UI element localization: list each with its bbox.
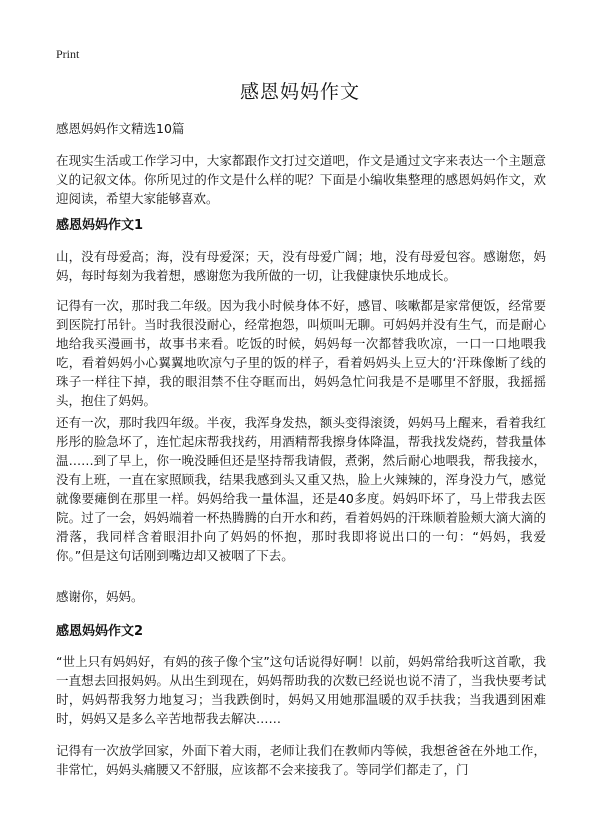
- section-1-paragraph-4: 感谢你，妈妈。: [56, 589, 144, 604]
- document-title: 感恩妈妈作文: [239, 81, 360, 103]
- section-1-paragraph-3: 还有一次，那时我四年级。半夜，我浑身发热，额头变得滚烫，妈妈马上醒来，看着我红彤彤的脸急坏了，连忙起床帮我找药，用酒精帮我擦身体降温，帮我找发烧药，替我量体温……到了早上，你一晚没睡但还是坚持帮我请假，煮粥，然后耐心地喂我，帮我接水，没有上班，一直在家照顾我，结果我感到头又重又热，脸上火辣辣的，浑身没力气，感觉就像要瘫倒在那里一样。妈妈给我一量体温，还是40多度。妈妈吓坏了，马上带我去医院。过了一会，妈妈端着一杯热腾腾的白开水和药，看着妈妈的汗珠顺着脸颊大滴大滴的滑落，我同样含着眼泪扑向了妈妈的怀抱，那时我即将说出口的一句：“妈妈，我爱你。”但是这句话刚到嘴边却又被咽了下去。: [56, 415, 546, 563]
- intro-paragraph: 在现实生活或工作学习中，大家都跟作文打过交道吧，作文是通过文字来表达一个主题意义的记叙文体。你所见过的作文是什么样的呢？下面是小编收集整理的感恩妈妈作文，欢迎阅读，希望大家能够喜欢。: [56, 153, 546, 206]
- section-2-paragraph-1: “世上只有妈妈好，有妈的孩子像个宝”这句话说得好啊！以前，妈妈常给我听这首歌，我一直想去回报妈妈。从出生到现在，妈妈帮助我的次数已经说也说不清了，当我快要考试时，妈妈帮我努力地复习；当我跌倒时，妈妈又用她那温暖的双手扶我；当我遇到困难时，妈妈又是多么辛苦地帮我去解决……: [56, 654, 546, 726]
- print-label: Print: [56, 47, 80, 61]
- section-1-paragraph-2: 记得有一次，那时我二年级。因为我小时候身体不好，感冒、咳嗽都是家常便饭，经常要到医院打吊针。当时我很没耐心，经常抱怨，叫烦叫无聊。可妈妈并没有生气，而是耐心地给我买漫画书，故事书来看。吃饭的时候，妈妈每一次都替我吹凉，一口一口地喂我吃，看着妈妈小心翼翼地吹凉勺子里的饭的样子，看着妈妈头上豆大的‘汗珠像断了线的珠子一样往下掉，我的眼泪禁不住夺眶而出，妈妈急忙问我是不是哪里不舒服，我摇摇头，抱住了妈妈。: [56, 298, 546, 408]
- document-subtitle: 感恩妈妈作文精选10篇: [56, 121, 185, 136]
- section-2-paragraph-2: 记得有一次放学回家，外面下着大雨，老师让我们在教师内等候，我想爸爸在外地工作，非常忙，妈妈头痛腰又不舒服，应该都不会来接我了。等同学们都走了，门: [56, 743, 546, 777]
- section-heading-1: 感恩妈妈作文1: [56, 218, 144, 233]
- section-1-paragraph-1: 山，没有母爱高；海，没有母爱深；天，没有母爱广阔；地，没有母爱包容。感谢您，妈妈，每时每刻为我着想，感谢您为我所做的一切，让我健康快乐地成长。: [56, 249, 546, 283]
- section-heading-2: 感恩妈妈作文2: [56, 624, 144, 639]
